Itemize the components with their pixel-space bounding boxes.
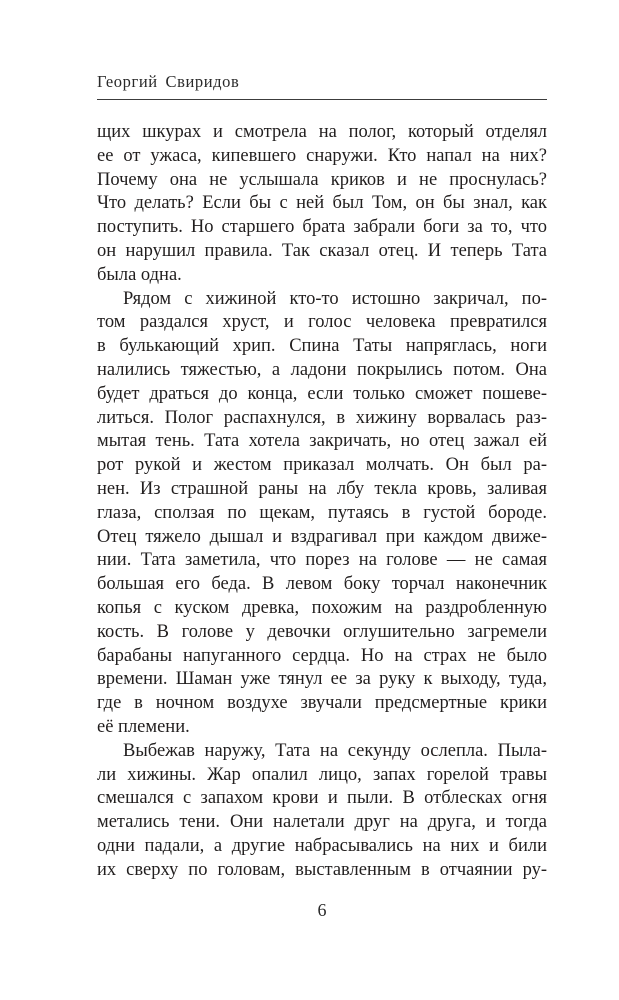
text-line: он нарушил правила. Так сказал отец. И теперь Тата	[97, 240, 547, 261]
text-line: Что делать? Если бы с ней был Том, он бы знал, как	[97, 193, 547, 214]
paragraph	[97, 121, 547, 288]
text-line: где в ночном воздухе звучали предсмертные крики	[97, 693, 547, 714]
text-line: рот рукой и жестом приказал молчать. Он был ра-	[97, 455, 547, 476]
text-line: в булькающий хрип. Спина Таты напряглась, ноги	[97, 336, 547, 357]
text-line: метались тени. Они налетали друг на друга, и тогда	[97, 812, 547, 833]
text-line: кость. В голове у девочки оглушительно загремели	[97, 621, 547, 642]
text-line: большая его беда. В левом боку торчал наконечник	[97, 574, 547, 595]
text-line: их сверху по головам, выставленным в отчаянии ру-	[97, 859, 547, 880]
text-line: была одна.	[97, 264, 182, 285]
text-line: её племени.	[97, 716, 190, 737]
text-line: том раздался хруст, и голос человека превратился	[97, 312, 547, 333]
text-line: смешался с запахом крови и пыли. В отблесках огня	[97, 788, 547, 809]
text-line: одни падали, а другие набрасывались на них и били	[97, 835, 547, 856]
body-text	[97, 121, 547, 883]
header-rule	[97, 99, 547, 100]
text-line: налились тяжестью, а ладони покрылись потом. Она	[97, 359, 547, 380]
author-name: Георгий Свиридов	[97, 72, 240, 91]
paragraph	[97, 288, 547, 740]
paragraph	[97, 740, 547, 883]
text-line: Рядом с хижиной кто-то истошно закричал, по-	[123, 288, 547, 309]
text-line: Отец тяжело дышал и вздрагивал при каждом движе-	[97, 526, 547, 547]
text-line: литься. Полог распахнулся, в хижину ворвалась раз-	[97, 407, 547, 428]
text-line: барабаны напуганного сердца. Но на страх не было	[97, 645, 547, 666]
text-line: ее от ужаса, кипевшего снаружи. Кто напал на них?	[97, 145, 547, 166]
text-line: глаза, сползая по щекам, путаясь в густой бороде.	[97, 502, 547, 523]
text-line: Выбежав наружу, Тата на секунду ослепла. Пыла-	[123, 740, 547, 761]
text-line: копья с куском древка, похожим на раздробленную	[97, 597, 547, 618]
page-footer	[97, 900, 547, 921]
text-line: времени. Шаман уже тянул ее за руку к выходу, туда,	[97, 669, 547, 690]
text-line: нии. Тата заметила, что порез на голове — не самая	[97, 550, 547, 571]
text-line: будет драться до конца, если только сможет пошеве-	[97, 383, 547, 404]
text-line: щих шкурах и смотрела на полог, который отделял	[97, 122, 547, 142]
running-header	[97, 72, 547, 92]
page-number: 6	[317, 900, 327, 920]
text-line: ли хижины. Жар опалил лицо, запах горелой травы	[97, 764, 547, 785]
text-line: Почему она не услышала криков и не проснулась?	[97, 169, 547, 190]
text-line: поступить. Но старшего брата забрали боги за то, что	[97, 217, 547, 238]
text-line: нен. Из страшной раны на лбу текла кровь, заливая	[97, 478, 547, 499]
text-line: мытая тень. Тата хотела закричать, но отец зажал ей	[97, 431, 547, 452]
